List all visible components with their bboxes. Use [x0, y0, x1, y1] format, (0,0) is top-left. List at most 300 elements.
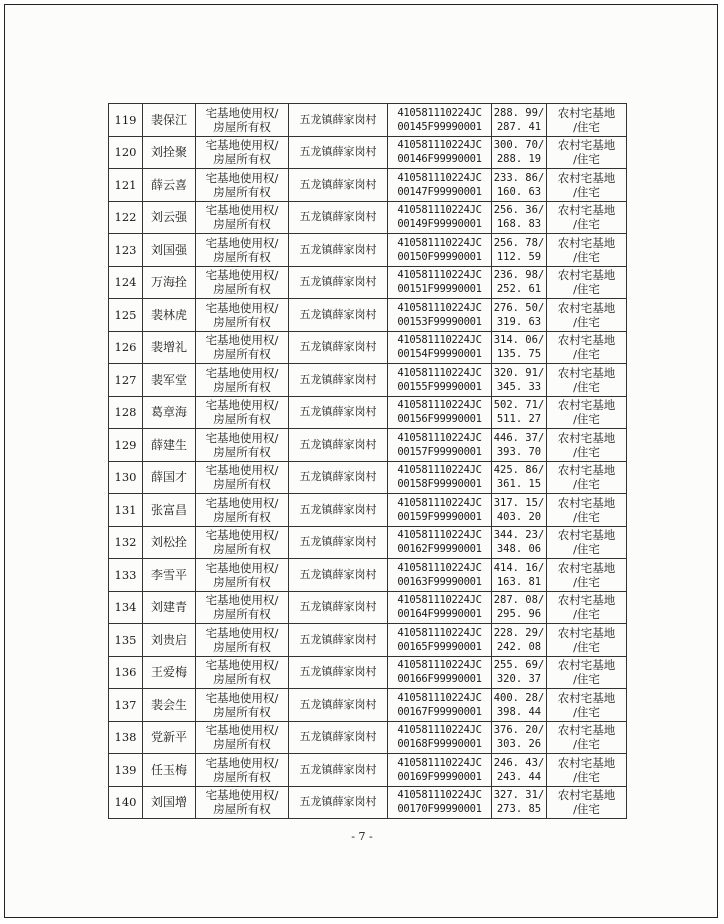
- right-type-cell-line1: 宅基地使用权/: [205, 333, 279, 348]
- parcel-code-cell-line1: 410581110224JC: [397, 659, 482, 672]
- land-use-cell-line2: /住宅: [573, 314, 600, 329]
- area-cell-line2: 511. 27: [496, 413, 542, 426]
- table-row: [109, 201, 627, 234]
- area-cell: [492, 266, 547, 299]
- parcel-code-cell: [388, 526, 492, 559]
- right-type-cell: [196, 624, 289, 657]
- parcel-code-cell-line2: 00154F99990001: [397, 348, 482, 361]
- table-row: [109, 169, 627, 202]
- area-cell: [492, 234, 547, 267]
- area-cell-line1: 502. 71/: [493, 399, 545, 412]
- row-number-cell: 119: [109, 104, 143, 137]
- area-cell: [492, 689, 547, 722]
- area-cell: [492, 591, 547, 624]
- right-type-cell: [196, 169, 289, 202]
- right-type-cell: [196, 721, 289, 754]
- area-cell-line2: 135. 75: [496, 348, 542, 361]
- right-type-cell: [196, 559, 289, 592]
- land-use-cell-line2: /住宅: [573, 802, 600, 817]
- area-cell-line1: 288. 99/: [493, 106, 545, 119]
- parcel-code-cell-line2: 00150F99990001: [397, 250, 482, 263]
- row-number-cell: 135: [109, 624, 143, 657]
- table-row: [109, 786, 627, 819]
- area-cell-line2: 398. 44: [496, 705, 542, 718]
- right-type-cell-line2: 房屋所有权: [213, 639, 271, 654]
- table-row: [109, 624, 627, 657]
- land-use-cell-line2: /住宅: [573, 704, 600, 719]
- area-cell: [492, 364, 547, 397]
- area-cell-line2: 295. 96: [496, 608, 542, 621]
- owner-name-cell: 刘建青: [143, 591, 196, 624]
- land-use-cell: [547, 136, 627, 169]
- parcel-code-cell-line2: 00169F99990001: [397, 770, 482, 783]
- land-use-cell: [547, 591, 627, 624]
- area-cell: [492, 754, 547, 787]
- area-cell: [492, 201, 547, 234]
- parcel-code-cell-line2: 00159F99990001: [397, 510, 482, 523]
- location-cell: 五龙镇薛家岗村: [289, 559, 388, 592]
- table-row: [109, 754, 627, 787]
- location-cell: 五龙镇薛家岗村: [289, 656, 388, 689]
- area-cell-line1: 233. 86/: [493, 171, 545, 184]
- right-type-cell-line2: 房屋所有权: [213, 412, 271, 427]
- table-row: [109, 526, 627, 559]
- area-cell-line1: 256. 78/: [493, 236, 545, 249]
- parcel-code-cell-line2: 00162F99990001: [397, 543, 482, 556]
- land-use-cell-line1: 农村宅基地: [557, 788, 616, 803]
- land-use-cell-line1: 农村宅基地: [557, 203, 616, 218]
- land-use-cell: [547, 104, 627, 137]
- land-use-cell: [547, 526, 627, 559]
- land-use-cell: [547, 201, 627, 234]
- row-number-cell: 127: [109, 364, 143, 397]
- table-row: [109, 591, 627, 624]
- right-type-cell: [196, 299, 289, 332]
- land-use-cell-line1: 农村宅基地: [557, 268, 616, 283]
- land-use-cell-line1: 农村宅基地: [557, 528, 616, 543]
- right-type-cell-line1: 宅基地使用权/: [205, 398, 279, 413]
- right-type-cell-line1: 宅基地使用权/: [205, 658, 279, 673]
- area-cell: [492, 624, 547, 657]
- land-use-cell-line2: /住宅: [573, 444, 600, 459]
- parcel-code-cell: [388, 104, 492, 137]
- parcel-code-cell-line2: 00166F99990001: [397, 673, 482, 686]
- parcel-code-cell: [388, 591, 492, 624]
- parcel-code-cell: [388, 461, 492, 494]
- parcel-code-cell-line2: 00146F99990001: [397, 153, 482, 166]
- parcel-code-cell-line2: 00164F99990001: [397, 608, 482, 621]
- area-cell: [492, 526, 547, 559]
- land-use-cell: [547, 494, 627, 527]
- land-use-cell-line1: 农村宅基地: [557, 658, 616, 673]
- area-cell: [492, 299, 547, 332]
- parcel-code-cell-line2: 00145F99990001: [397, 120, 482, 133]
- right-type-cell: [196, 331, 289, 364]
- land-use-cell-line1: 农村宅基地: [557, 300, 616, 315]
- area-cell-line1: 317. 15/: [493, 496, 545, 509]
- area-cell-line1: 400. 28/: [493, 691, 545, 704]
- parcel-code-cell-line2: 00147F99990001: [397, 185, 482, 198]
- area-cell-line2: 242. 08: [496, 640, 542, 653]
- parcel-code-cell: [388, 494, 492, 527]
- row-number-cell: 121: [109, 169, 143, 202]
- row-number-cell: 140: [109, 786, 143, 819]
- parcel-code-cell-line2: 00158F99990001: [397, 478, 482, 491]
- land-use-cell-line1: 农村宅基地: [557, 365, 616, 380]
- right-type-cell-line2: 房屋所有权: [213, 249, 271, 264]
- location-cell: 五龙镇薛家岗村: [289, 591, 388, 624]
- land-use-cell: [547, 396, 627, 429]
- land-use-cell-line2: /住宅: [573, 737, 600, 752]
- right-type-cell-line1: 宅基地使用权/: [205, 560, 279, 575]
- owner-name-cell: 裴林虎: [143, 299, 196, 332]
- parcel-code-cell-line2: 00170F99990001: [397, 803, 482, 816]
- right-type-cell-line1: 宅基地使用权/: [205, 105, 279, 120]
- land-use-cell-line2: /住宅: [573, 184, 600, 199]
- location-cell: 五龙镇薛家岗村: [289, 494, 388, 527]
- land-use-cell: [547, 266, 627, 299]
- table-row: [109, 429, 627, 462]
- area-cell-line2: 393. 70: [496, 445, 542, 458]
- land-use-cell-line1: 农村宅基地: [557, 593, 616, 608]
- area-cell-line1: 425. 86/: [493, 464, 545, 477]
- right-type-cell-line2: 房屋所有权: [213, 184, 271, 199]
- land-use-cell: [547, 754, 627, 787]
- right-type-cell: [196, 461, 289, 494]
- parcel-code-cell-line2: 00157F99990001: [397, 445, 482, 458]
- page-number: - 7 -: [351, 830, 373, 843]
- table-row: [109, 656, 627, 689]
- land-use-cell-line2: /住宅: [573, 769, 600, 784]
- right-type-cell-line1: 宅基地使用权/: [205, 788, 279, 803]
- table-row: [109, 721, 627, 754]
- land-use-cell-line1: 农村宅基地: [557, 560, 616, 575]
- right-type-cell-line1: 宅基地使用权/: [205, 203, 279, 218]
- table-row: [109, 364, 627, 397]
- right-type-cell-line2: 房屋所有权: [213, 769, 271, 784]
- area-cell-line1: 236. 98/: [493, 269, 545, 282]
- right-type-cell-line1: 宅基地使用权/: [205, 625, 279, 640]
- location-cell: 五龙镇薛家岗村: [289, 299, 388, 332]
- row-number-cell: 131: [109, 494, 143, 527]
- location-cell: 五龙镇薛家岗村: [289, 786, 388, 819]
- location-cell: 五龙镇薛家岗村: [289, 396, 388, 429]
- table-row: [109, 266, 627, 299]
- area-cell-line1: 287. 08/: [493, 594, 545, 607]
- land-use-cell-line1: 农村宅基地: [557, 138, 616, 153]
- area-cell-line2: 345. 33: [496, 380, 542, 393]
- land-use-cell: [547, 299, 627, 332]
- area-cell-line1: 276. 50/: [493, 301, 545, 314]
- right-type-cell-line2: 房屋所有权: [213, 217, 271, 232]
- right-type-cell-line2: 房屋所有权: [213, 704, 271, 719]
- location-cell: 五龙镇薛家岗村: [289, 526, 388, 559]
- area-cell-line2: 320. 37: [496, 673, 542, 686]
- land-use-cell-line1: 农村宅基地: [557, 495, 616, 510]
- land-use-cell: [547, 461, 627, 494]
- area-cell-line1: 314. 06/: [493, 334, 545, 347]
- area-cell: [492, 104, 547, 137]
- land-use-cell-line2: /住宅: [573, 152, 600, 167]
- land-use-cell-line2: /住宅: [573, 412, 600, 427]
- parcel-code-cell-line1: 410581110224JC: [397, 139, 482, 152]
- right-type-cell-line1: 宅基地使用权/: [205, 690, 279, 705]
- parcel-code-cell: [388, 201, 492, 234]
- area-cell: [492, 786, 547, 819]
- row-number-cell: 129: [109, 429, 143, 462]
- parcel-code-cell-line1: 410581110224JC: [397, 366, 482, 379]
- land-use-cell-line1: 农村宅基地: [557, 235, 616, 250]
- right-type-cell-line2: 房屋所有权: [213, 574, 271, 589]
- land-use-cell-line1: 农村宅基地: [557, 755, 616, 770]
- area-cell: [492, 136, 547, 169]
- property-records-table: [108, 103, 627, 819]
- parcel-code-cell-line1: 410581110224JC: [397, 496, 482, 509]
- right-type-cell: [196, 591, 289, 624]
- area-cell: [492, 494, 547, 527]
- owner-name-cell: 刘贵启: [143, 624, 196, 657]
- land-use-cell-line2: /住宅: [573, 639, 600, 654]
- right-type-cell: [196, 364, 289, 397]
- row-number-cell: 132: [109, 526, 143, 559]
- parcel-code-cell-line1: 410581110224JC: [397, 756, 482, 769]
- parcel-code-cell: [388, 136, 492, 169]
- land-use-cell-line2: /住宅: [573, 119, 600, 134]
- row-number-cell: 134: [109, 591, 143, 624]
- area-cell-line1: 344. 23/: [493, 529, 545, 542]
- land-use-cell: [547, 721, 627, 754]
- land-use-cell-line2: /住宅: [573, 574, 600, 589]
- right-type-cell-line2: 房屋所有权: [213, 672, 271, 687]
- parcel-code-cell: [388, 721, 492, 754]
- area-cell-line2: 243. 44: [496, 770, 542, 783]
- parcel-code-cell-line1: 410581110224JC: [397, 529, 482, 542]
- table-row: [109, 234, 627, 267]
- area-cell-line1: 300. 70/: [493, 139, 545, 152]
- parcel-code-cell-line1: 410581110224JC: [397, 236, 482, 249]
- right-type-cell-line2: 房屋所有权: [213, 282, 271, 297]
- land-use-cell-line1: 农村宅基地: [557, 690, 616, 705]
- right-type-cell-line1: 宅基地使用权/: [205, 463, 279, 478]
- owner-name-cell: 裴保江: [143, 104, 196, 137]
- owner-name-cell: 张富昌: [143, 494, 196, 527]
- right-type-cell-line2: 房屋所有权: [213, 379, 271, 394]
- area-cell-line2: 403. 20: [496, 510, 542, 523]
- right-type-cell-line2: 房屋所有权: [213, 509, 271, 524]
- land-use-cell: [547, 656, 627, 689]
- land-use-cell-line2: /住宅: [573, 509, 600, 524]
- table-row: [109, 104, 627, 137]
- area-cell-line2: 287. 41: [496, 120, 542, 133]
- owner-name-cell: 薛云喜: [143, 169, 196, 202]
- parcel-code-cell-line2: 00165F99990001: [397, 640, 482, 653]
- owner-name-cell: 刘云强: [143, 201, 196, 234]
- owner-name-cell: 刘拴聚: [143, 136, 196, 169]
- table-row: [109, 559, 627, 592]
- right-type-cell-line1: 宅基地使用权/: [205, 593, 279, 608]
- right-type-cell-line2: 房屋所有权: [213, 802, 271, 817]
- right-type-cell-line2: 房屋所有权: [213, 542, 271, 557]
- area-cell-line1: 255. 69/: [493, 659, 545, 672]
- land-use-cell-line1: 农村宅基地: [557, 625, 616, 640]
- area-cell-line2: 288. 19: [496, 153, 542, 166]
- table-row: [109, 136, 627, 169]
- right-type-cell-line2: 房屋所有权: [213, 607, 271, 622]
- location-cell: 五龙镇薛家岗村: [289, 234, 388, 267]
- location-cell: 五龙镇薛家岗村: [289, 201, 388, 234]
- parcel-code-cell: [388, 364, 492, 397]
- parcel-code-cell-line1: 410581110224JC: [397, 334, 482, 347]
- owner-name-cell: 刘松拴: [143, 526, 196, 559]
- parcel-code-cell: [388, 559, 492, 592]
- row-number-cell: 139: [109, 754, 143, 787]
- right-type-cell: [196, 234, 289, 267]
- right-type-cell-line1: 宅基地使用权/: [205, 138, 279, 153]
- area-cell-line1: 446. 37/: [493, 431, 545, 444]
- owner-name-cell: 刘国增: [143, 786, 196, 819]
- row-number-cell: 124: [109, 266, 143, 299]
- right-type-cell: [196, 136, 289, 169]
- right-type-cell: [196, 494, 289, 527]
- land-use-cell-line2: /住宅: [573, 379, 600, 394]
- area-cell-line1: 327. 31/: [493, 789, 545, 802]
- row-number-cell: 133: [109, 559, 143, 592]
- right-type-cell-line2: 房屋所有权: [213, 444, 271, 459]
- parcel-code-cell: [388, 266, 492, 299]
- parcel-code-cell-line1: 410581110224JC: [397, 724, 482, 737]
- parcel-code-cell: [388, 624, 492, 657]
- location-cell: 五龙镇薛家岗村: [289, 754, 388, 787]
- parcel-code-cell-line1: 410581110224JC: [397, 301, 482, 314]
- area-cell: [492, 559, 547, 592]
- area-cell-line2: 273. 85: [496, 803, 542, 816]
- area-cell: [492, 169, 547, 202]
- right-type-cell-line1: 宅基地使用权/: [205, 300, 279, 315]
- right-type-cell-line2: 房屋所有权: [213, 737, 271, 752]
- table-row: [109, 689, 627, 722]
- location-cell: 五龙镇薛家岗村: [289, 429, 388, 462]
- right-type-cell-line1: 宅基地使用权/: [205, 723, 279, 738]
- land-use-cell-line1: 农村宅基地: [557, 333, 616, 348]
- table-row: [109, 299, 627, 332]
- area-cell-line1: 246. 43/: [493, 756, 545, 769]
- parcel-code-cell-line2: 00167F99990001: [397, 705, 482, 718]
- right-type-cell-line2: 房屋所有权: [213, 152, 271, 167]
- parcel-code-cell-line2: 00149F99990001: [397, 218, 482, 231]
- owner-name-cell: 裴军堂: [143, 364, 196, 397]
- land-use-cell-line2: /住宅: [573, 542, 600, 557]
- owner-name-cell: 李雪平: [143, 559, 196, 592]
- parcel-code-cell-line2: 00168F99990001: [397, 738, 482, 751]
- area-cell-line1: 228. 29/: [493, 626, 545, 639]
- area-cell-line1: 320. 91/: [493, 366, 545, 379]
- parcel-code-cell-line2: 00151F99990001: [397, 283, 482, 296]
- right-type-cell-line1: 宅基地使用权/: [205, 365, 279, 380]
- area-cell-line1: 376. 20/: [493, 724, 545, 737]
- parcel-code-cell: [388, 754, 492, 787]
- parcel-code-cell-line2: 00155F99990001: [397, 380, 482, 393]
- parcel-code-cell-line1: 410581110224JC: [397, 106, 482, 119]
- right-type-cell-line1: 宅基地使用权/: [205, 430, 279, 445]
- area-cell-line1: 414. 16/: [493, 561, 545, 574]
- records-table-body: [109, 104, 627, 819]
- row-number-cell: 130: [109, 461, 143, 494]
- right-type-cell-line1: 宅基地使用权/: [205, 170, 279, 185]
- table-row: [109, 494, 627, 527]
- parcel-code-cell-line1: 410581110224JC: [397, 431, 482, 444]
- land-use-cell: [547, 169, 627, 202]
- area-cell: [492, 331, 547, 364]
- land-use-cell-line1: 农村宅基地: [557, 170, 616, 185]
- area-cell: [492, 721, 547, 754]
- right-type-cell: [196, 754, 289, 787]
- land-use-cell: [547, 364, 627, 397]
- owner-name-cell: 任玉梅: [143, 754, 196, 787]
- location-cell: 五龙镇薛家岗村: [289, 721, 388, 754]
- land-use-cell-line2: /住宅: [573, 249, 600, 264]
- area-cell: [492, 396, 547, 429]
- land-use-cell-line2: /住宅: [573, 217, 600, 232]
- location-cell: 五龙镇薛家岗村: [289, 169, 388, 202]
- area-cell-line2: 319. 63: [496, 315, 542, 328]
- area-cell-line2: 160. 63: [496, 185, 542, 198]
- area-cell-line2: 361. 15: [496, 478, 542, 491]
- area-cell-line2: 112. 59: [496, 250, 542, 263]
- land-use-cell: [547, 559, 627, 592]
- parcel-code-cell-line1: 410581110224JC: [397, 399, 482, 412]
- land-use-cell: [547, 331, 627, 364]
- land-use-cell: [547, 624, 627, 657]
- right-type-cell: [196, 429, 289, 462]
- parcel-code-cell-line1: 410581110224JC: [397, 204, 482, 217]
- right-type-cell-line1: 宅基地使用权/: [205, 755, 279, 770]
- owner-name-cell: 葛章海: [143, 396, 196, 429]
- location-cell: 五龙镇薛家岗村: [289, 689, 388, 722]
- right-type-cell: [196, 104, 289, 137]
- owner-name-cell: 薛国才: [143, 461, 196, 494]
- row-number-cell: 123: [109, 234, 143, 267]
- area-cell-line1: 256. 36/: [493, 204, 545, 217]
- location-cell: 五龙镇薛家岗村: [289, 266, 388, 299]
- parcel-code-cell-line2: 00163F99990001: [397, 575, 482, 588]
- row-number-cell: 136: [109, 656, 143, 689]
- owner-name-cell: 党新平: [143, 721, 196, 754]
- area-cell-line2: 163. 81: [496, 575, 542, 588]
- owner-name-cell: 裴会生: [143, 689, 196, 722]
- location-cell: 五龙镇薛家岗村: [289, 364, 388, 397]
- land-use-cell-line2: /住宅: [573, 347, 600, 362]
- right-type-cell-line2: 房屋所有权: [213, 347, 271, 362]
- right-type-cell: [196, 526, 289, 559]
- parcel-code-cell-line2: 00153F99990001: [397, 315, 482, 328]
- area-cell: [492, 429, 547, 462]
- location-cell: 五龙镇薛家岗村: [289, 331, 388, 364]
- row-number-cell: 122: [109, 201, 143, 234]
- area-cell-line2: 252. 61: [496, 283, 542, 296]
- parcel-code-cell: [388, 396, 492, 429]
- parcel-code-cell-line1: 410581110224JC: [397, 691, 482, 704]
- parcel-code-cell-line2: 00156F99990001: [397, 413, 482, 426]
- right-type-cell-line1: 宅基地使用权/: [205, 268, 279, 283]
- table-row: [109, 461, 627, 494]
- location-cell: 五龙镇薛家岗村: [289, 104, 388, 137]
- row-number-cell: 128: [109, 396, 143, 429]
- land-use-cell-line2: /住宅: [573, 477, 600, 492]
- right-type-cell-line2: 房屋所有权: [213, 314, 271, 329]
- parcel-code-cell-line1: 410581110224JC: [397, 464, 482, 477]
- parcel-code-cell: [388, 299, 492, 332]
- parcel-code-cell: [388, 331, 492, 364]
